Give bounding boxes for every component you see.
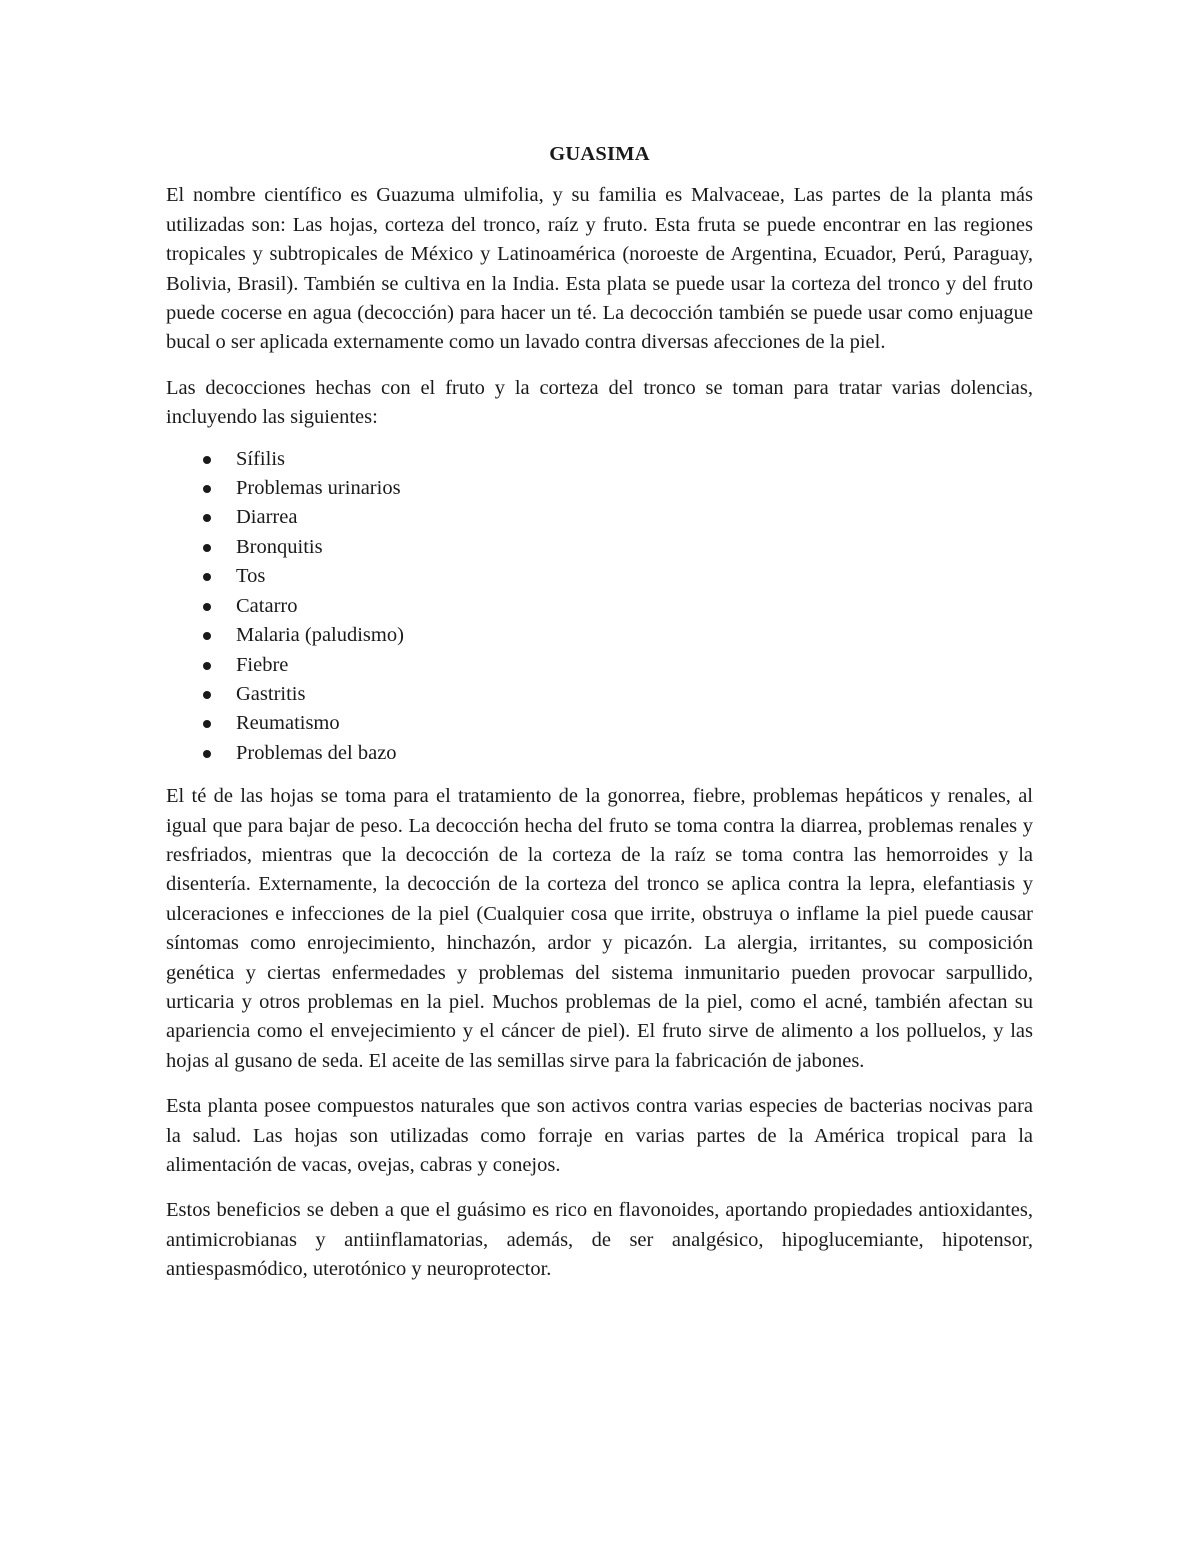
list-item [166, 680, 1033, 709]
list-item [166, 739, 1033, 768]
paragraph-decoctions: Las decocciones hechas con el fruto y la corteza del tronco se toman para tratar varias dolencias, incluyendo las siguientes: [166, 376, 1033, 429]
list-item [166, 445, 1033, 474]
bullet-icon [203, 632, 211, 640]
bullet-icon [203, 662, 211, 670]
bullet-icon [203, 456, 211, 464]
list-item-label: Bronquitis [236, 535, 323, 558]
paragraph-benefits: Estos beneficios se deben a que el guásimo es rico en flavonoides, aportando propiedades antioxidantes, antimicrobianas y antiinflamatorias, además, de ser analgésico, hipoglucemiante, hipotensor, antiespasmódico, uterotónico y neuroprotector. [166, 1199, 1033, 1281]
list-item-label: Problemas del bazo [236, 741, 397, 764]
list-item-label: Gastritis [236, 682, 306, 705]
bullet-icon [203, 514, 211, 522]
ailments-list [166, 445, 1033, 768]
list-item [166, 562, 1033, 591]
bullet-icon [203, 750, 211, 758]
list-item [166, 621, 1033, 650]
bullet-icon [203, 573, 211, 581]
paragraph-intro: El nombre científico es Guazuma ulmifolia, y su familia es Malvaceae, Las partes de la planta más utilizadas son: Las hojas, corteza del tronco, raíz y fruto. Esta fruta se puede encontrar en las regiones tropicales y subtropicales de México y Latinoamérica (noroeste de Argentina, Ecuador, Perú, Paraguay, Bolivia, Brasil). También se cultiva en la India. Esta plata se puede usar la corteza del tronco y del fruto puede cocerse en agua (decocción) para hacer un té. La decocción también se puede usar como enjuague bucal o ser aplicada externamente como un lavado contra diversas afecciones de la piel. [166, 184, 1033, 354]
bullet-icon [203, 603, 211, 611]
list-item-label: Tos [236, 565, 266, 588]
paragraph-compounds: Esta planta posee compuestos naturales que son activos contra varias especies de bacterias nocivas para la salud. Las hojas son utilizadas como forraje en varias partes de la América tropical para la alimentación de vacas, ovejas, cabras y conejos. [166, 1095, 1033, 1176]
list-item [166, 503, 1033, 532]
paragraph-uses: El té de las hojas se toma para el tratamiento de la gonorrea, fiebre, problemas hepáticos y renales, al igual que para bajar de peso. La decocción hecha del fruto se toma contra la diarrea, problemas renales y resfriados, mientras que la decocción de la corteza de la raíz se toma contra las hemorroides y la disentería. Externamente, la decocción de la corteza del tronco se aplica contra la lepra, elefantiasis y ulceraciones e infecciones de la piel (Cualquier cosa que irrite, obstruya o inflame la piel puede causar síntomas como enrojecimiento, hinchazón, ardor y picazón. La alergia, irritantes, su composición genética y ciertas enfermedades y problemas del sistema inmunitario pueden provocar sarpullido, urticaria y otros problemas en la piel. Muchos problemas de la piel, como el acné, también afectan su apariencia como el envejecimiento y el cáncer de piel). El fruto sirve de alimento a los polluelos, y las hojas al gusano de seda. El aceite de las semillas sirve para la fabricación de jabones. [166, 785, 1033, 1072]
list-item-label: Diarrea [236, 506, 298, 529]
bullet-icon [203, 720, 211, 728]
list-item [166, 651, 1033, 680]
list-item-label: Catarro [236, 594, 298, 617]
bullet-icon [203, 544, 211, 552]
document-body [166, 140, 1033, 1301]
list-item-label: Reumatismo [236, 712, 340, 735]
list-item-label: Malaria (paludismo) [236, 624, 404, 647]
list-item-label: Fiebre [236, 653, 289, 676]
bullet-icon [203, 691, 211, 699]
list-item [166, 592, 1033, 621]
list-item [166, 709, 1033, 738]
list-item-label: Problemas urinarios [236, 477, 401, 500]
list-item-label: Sífilis [236, 447, 285, 470]
list-item [166, 533, 1033, 562]
list-item [166, 474, 1033, 503]
bullet-icon [203, 485, 211, 493]
document-title: GUASIMA [549, 143, 650, 165]
